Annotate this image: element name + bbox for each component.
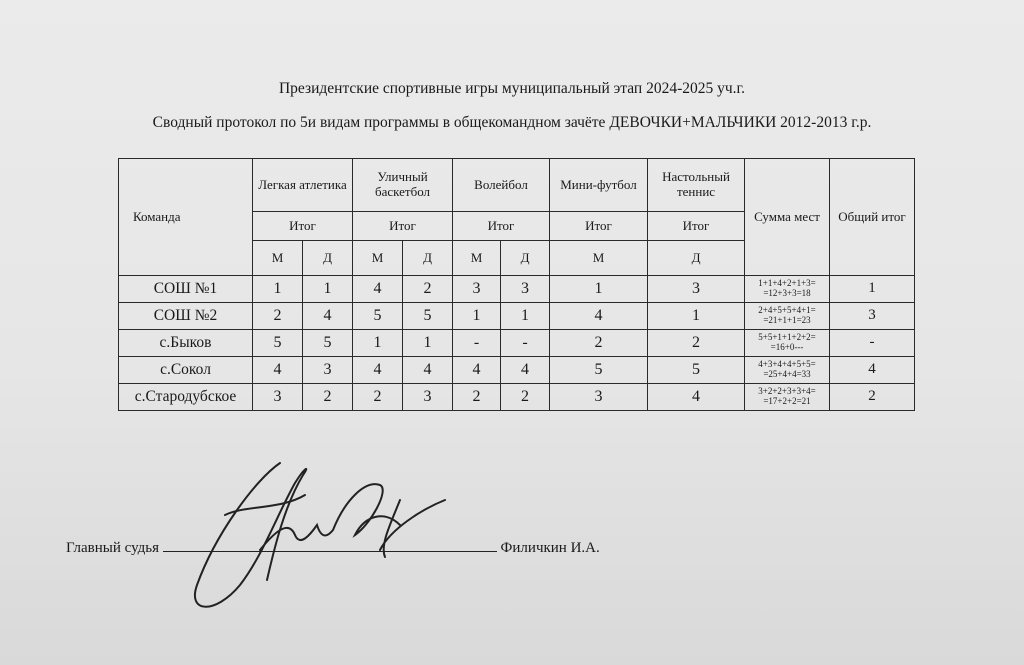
header-sport-basketball: Уличный баскетбол — [353, 159, 453, 212]
header-m: М — [453, 241, 501, 276]
total-cell: 3 — [830, 303, 915, 330]
minifootball-m-cell: 1 — [550, 276, 648, 303]
athletics-m-cell: 2 — [253, 303, 303, 330]
team-cell: СОШ №1 — [119, 276, 253, 303]
judge-label: Главный судья — [66, 540, 160, 556]
tabletennis-d-cell: 3 — [648, 276, 745, 303]
volleyball-m-cell: 2 — [453, 384, 501, 411]
minifootball-m-cell: 3 — [550, 384, 648, 411]
sum-line-2: =17+2+2=21 — [763, 396, 811, 406]
volleyball-d-cell: 3 — [501, 276, 550, 303]
basketball-d-cell: 5 — [403, 303, 453, 330]
tabletennis-d-cell: 5 — [648, 357, 745, 384]
sum-line-2: =16+0--- — [770, 342, 804, 352]
basketball-d-cell: 1 — [403, 330, 453, 357]
sum-line-2: =21+1+1=23 — [763, 315, 811, 325]
sum-line-1: 2+4+5+5+4+1= — [758, 305, 816, 316]
basketball-m-cell: 1 — [353, 330, 403, 357]
team-cell: с.Сокол — [119, 357, 253, 384]
volleyball-m-cell: 1 — [453, 303, 501, 330]
sum-cell — [745, 384, 830, 411]
minifootball-m-cell: 2 — [550, 330, 648, 357]
basketball-d-cell: 4 — [403, 357, 453, 384]
minifootball-m-cell: 5 — [550, 357, 648, 384]
athletics-d-cell: 4 — [303, 303, 353, 330]
athletics-m-cell: 4 — [253, 357, 303, 384]
header-d: Д — [303, 241, 353, 276]
header-d: Д — [648, 241, 745, 276]
header-itog: Итог — [648, 212, 745, 241]
total-cell: 4 — [830, 357, 915, 384]
header-sport-minifootball: Мини-футбол — [550, 159, 648, 212]
header-itog: Итог — [353, 212, 453, 241]
volleyball-d-cell: 2 — [501, 384, 550, 411]
header-sport-volleyball: Волейбол — [453, 159, 550, 212]
basketball-m-cell: 5 — [353, 303, 403, 330]
athletics-d-cell: 2 — [303, 384, 353, 411]
tabletennis-d-cell: 4 — [648, 384, 745, 411]
table-row — [119, 357, 915, 384]
header-sport-athletics: Легкая атлетика — [253, 159, 353, 212]
basketball-d-cell: 2 — [403, 276, 453, 303]
athletics-d-cell: 1 — [303, 276, 353, 303]
athletics-d-cell: 3 — [303, 357, 353, 384]
athletics-m-cell: 1 — [253, 276, 303, 303]
header-m: М — [353, 241, 403, 276]
athletics-m-cell: 5 — [253, 330, 303, 357]
sum-line-1: 4+3+4+4+5+5= — [758, 359, 816, 370]
sum-line-1: 1+1+4+2+1+3= — [758, 278, 816, 289]
header-sum: Сумма мест — [745, 159, 830, 276]
volleyball-m-cell: 3 — [453, 276, 501, 303]
sum-cell — [745, 276, 830, 303]
sum-line-1: 3+2+2+3+3+4= — [758, 386, 816, 397]
tabletennis-d-cell: 2 — [648, 330, 745, 357]
table-row — [119, 276, 915, 303]
minifootball-m-cell: 4 — [550, 303, 648, 330]
protocol-title: Президентские спортивные игры муниципальный этап 2024-2025 уч.г. — [278, 80, 746, 97]
handwritten-signature — [185, 455, 455, 620]
basketball-m-cell: 4 — [353, 357, 403, 384]
header-itog: Итог — [253, 212, 353, 241]
volleyball-m-cell: 4 — [453, 357, 501, 384]
volleyball-d-cell: 4 — [501, 357, 550, 384]
results-table — [118, 158, 915, 411]
total-cell: - — [830, 330, 915, 357]
sum-line-2: =12+3+3=18 — [763, 288, 811, 298]
total-cell: 2 — [830, 384, 915, 411]
sum-line-2: =25+4+4=33 — [763, 369, 811, 379]
volleyball-d-cell: 1 — [501, 303, 550, 330]
tabletennis-d-cell: 1 — [648, 303, 745, 330]
header-team: Команда — [119, 159, 253, 276]
sum-line-1: 5+5+1+1+2+2= — [758, 332, 816, 343]
header-m: М — [253, 241, 303, 276]
header-itog: Итог — [453, 212, 550, 241]
header-sport-tabletennis: Настольный теннис — [648, 159, 745, 212]
judge-name: Филичкин И.А. — [500, 540, 600, 556]
sum-cell — [745, 303, 830, 330]
team-cell: СОШ №2 — [119, 303, 253, 330]
athletics-d-cell: 5 — [303, 330, 353, 357]
total-cell: 1 — [830, 276, 915, 303]
basketball-m-cell: 2 — [353, 384, 403, 411]
header-itog: Итог — [550, 212, 648, 241]
table-row — [119, 384, 915, 411]
table-row — [119, 330, 915, 357]
team-cell: с.Быков — [119, 330, 253, 357]
athletics-m-cell: 3 — [253, 384, 303, 411]
volleyball-m-cell: - — [453, 330, 501, 357]
volleyball-d-cell: - — [501, 330, 550, 357]
table-row — [119, 303, 915, 330]
header-m: М — [550, 241, 648, 276]
team-cell: с.Стародубское — [119, 384, 253, 411]
sum-cell — [745, 357, 830, 384]
header-d: Д — [403, 241, 453, 276]
header-total: Общий итог — [830, 159, 915, 276]
protocol-subtitle: Сводный протокол по 5и видам программы в общекомандном зачёте ДЕВОЧКИ+МАЛЬЧИКИ 2012-2013 г.р. — [152, 114, 872, 131]
basketball-m-cell: 4 — [353, 276, 403, 303]
header-d: Д — [501, 241, 550, 276]
sum-cell — [745, 330, 830, 357]
basketball-d-cell: 3 — [403, 384, 453, 411]
